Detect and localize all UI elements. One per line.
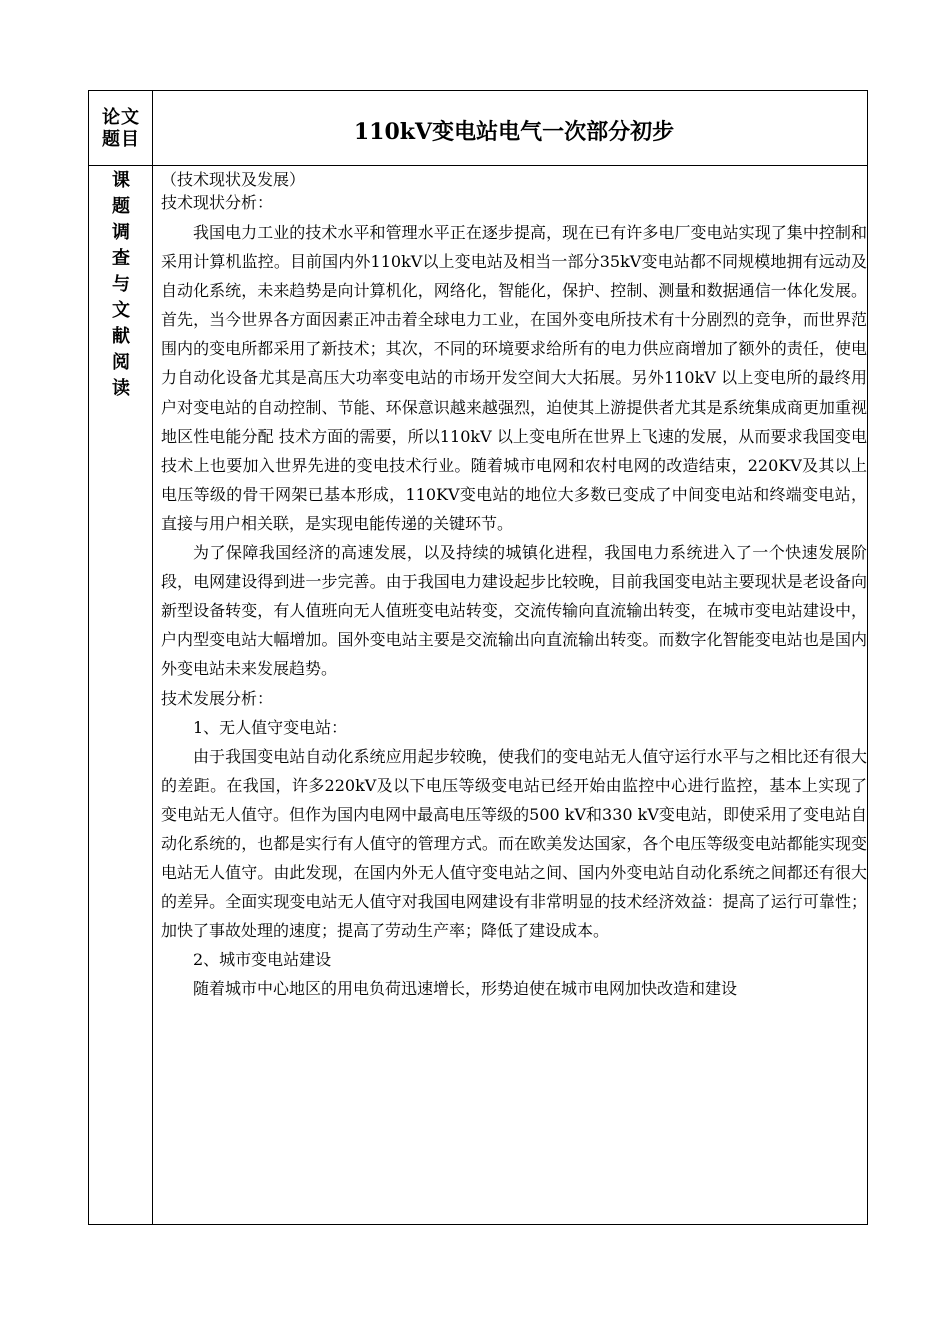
title-row: [89, 91, 867, 166]
research-content: [161, 168, 867, 1004]
research-label-char: 阅: [112, 352, 130, 373]
research-label: [101, 168, 141, 402]
research-label-char: 献: [112, 326, 130, 347]
research-label-char: 与: [112, 274, 130, 295]
research-label-char: 读: [112, 378, 130, 399]
research-label-char: 调: [112, 222, 130, 243]
research-row: [89, 166, 867, 1224]
item1-heading: 1、无人值守变电站：: [193, 717, 348, 737]
item1-paragraph: 由于我国变电站自动化系统应用起步较晚，使我们的变电站无人值守运行水平与之相比还有很大的差距。在我国，许多220kV及以下电压等级变电站已经开始由监控中心进行监控，基本上实现了变电站无人值守。但作为国内电网中最高电压等级的500 kV和330 kV变电站，即使采用了变电站自动化系统的，也都是实行有人值守的管理方式。而在欧美发达国家，各个电压等级变电站都能实现变电站无人值守。由此发现，在国内外无人值守变电站之间、国内外变电站自动化系统之间都还有很大的差异。全面实现变电站无人值守对我国电网建设有非常明显的技术经济效益：提高了运行可靠性；加快了事故处理的速度；提高了劳动生产率；降低了建设成本。: [161, 746, 867, 941]
research-label-char: 文: [112, 300, 130, 321]
title-label-cell: [89, 91, 153, 165]
section-heading: （技术现状及发展）: [161, 170, 306, 189]
development-heading: 技术发展分析：: [161, 688, 274, 708]
item2-paragraph: 随着城市中心地区的用电负荷迅速增长，形势迫使在城市电网加快改造和建设: [193, 979, 738, 999]
research-label-char: 题: [112, 196, 130, 217]
paragraph-status: 我国电力工业的技术水平和管理水平正在逐步提高，现在已有许多电厂变电站实现了集中控制和采用计算机监控。目前国内外110kV以上变电站及相当一部分35kV变电站都不同规模地拥有远动及自动化系统，未来趋势是向计算机化，网络化，智能化，保护、控制、测量和数据通信一体化发展。首先，当今世界各方面因素正冲击着全球电力工业，在国外变电所技术有十分剧烈的竞争，而世界范围内的变电所都采用了新技术；其次，不同的环境要求给所有的电力供应商增加了额外的责任，使电力自动化设备尤其是高压大功率变电站的市场开发空间大大拓展。另外110kV 以上变电所的最终用户对变电站的自动控制、节能、环保意识越来越强烈，迫使其上游提供者尤其是系统集成商更加重视地区性电能分配 技术方面的需要，所以110kV 以上变电所在世界上飞速的发展，从而要求我国变电技术上也要加入世界先进的变电技术行业。随着城市电网和农村电网的改造结束，220KV及其以上电压等级的骨干网架已基本形成，110KV变电站的地位大多数已变成了中间变电站和终端变电站，直接与用户相关联，是实现电能传递的关键环节。: [161, 223, 867, 533]
research-label-cell: [89, 166, 153, 1224]
status-heading: 技术现状分析：: [161, 193, 274, 212]
research-label-char: 课: [112, 170, 130, 191]
thesis-title: 110kV变电站电气一次部分初步: [353, 119, 675, 145]
research-label-char: 查: [112, 248, 130, 269]
proposal-form-table: [88, 90, 868, 1225]
item2-heading: 2、城市变电站建设: [193, 950, 332, 970]
title-label: 论文题目: [102, 107, 140, 150]
paragraph-current: 为了保障我国经济的高速发展，以及持续的城镇化进程，我国电力系统进入了一个快速发展阶段，电网建设得到进一步完善。由于我国电力建设起步比较晚，目前我国变电站主要现状是老设备向新型设备转变，有人值班向无人值班变电站转变，交流传输向直流输出转变，在城市变电站建设中，户内型变电站大幅增加。国外变电站主要是交流输出向直流输出转变。而数字化智能变电站也是国内外变电站未来发展趋势。: [161, 543, 867, 679]
